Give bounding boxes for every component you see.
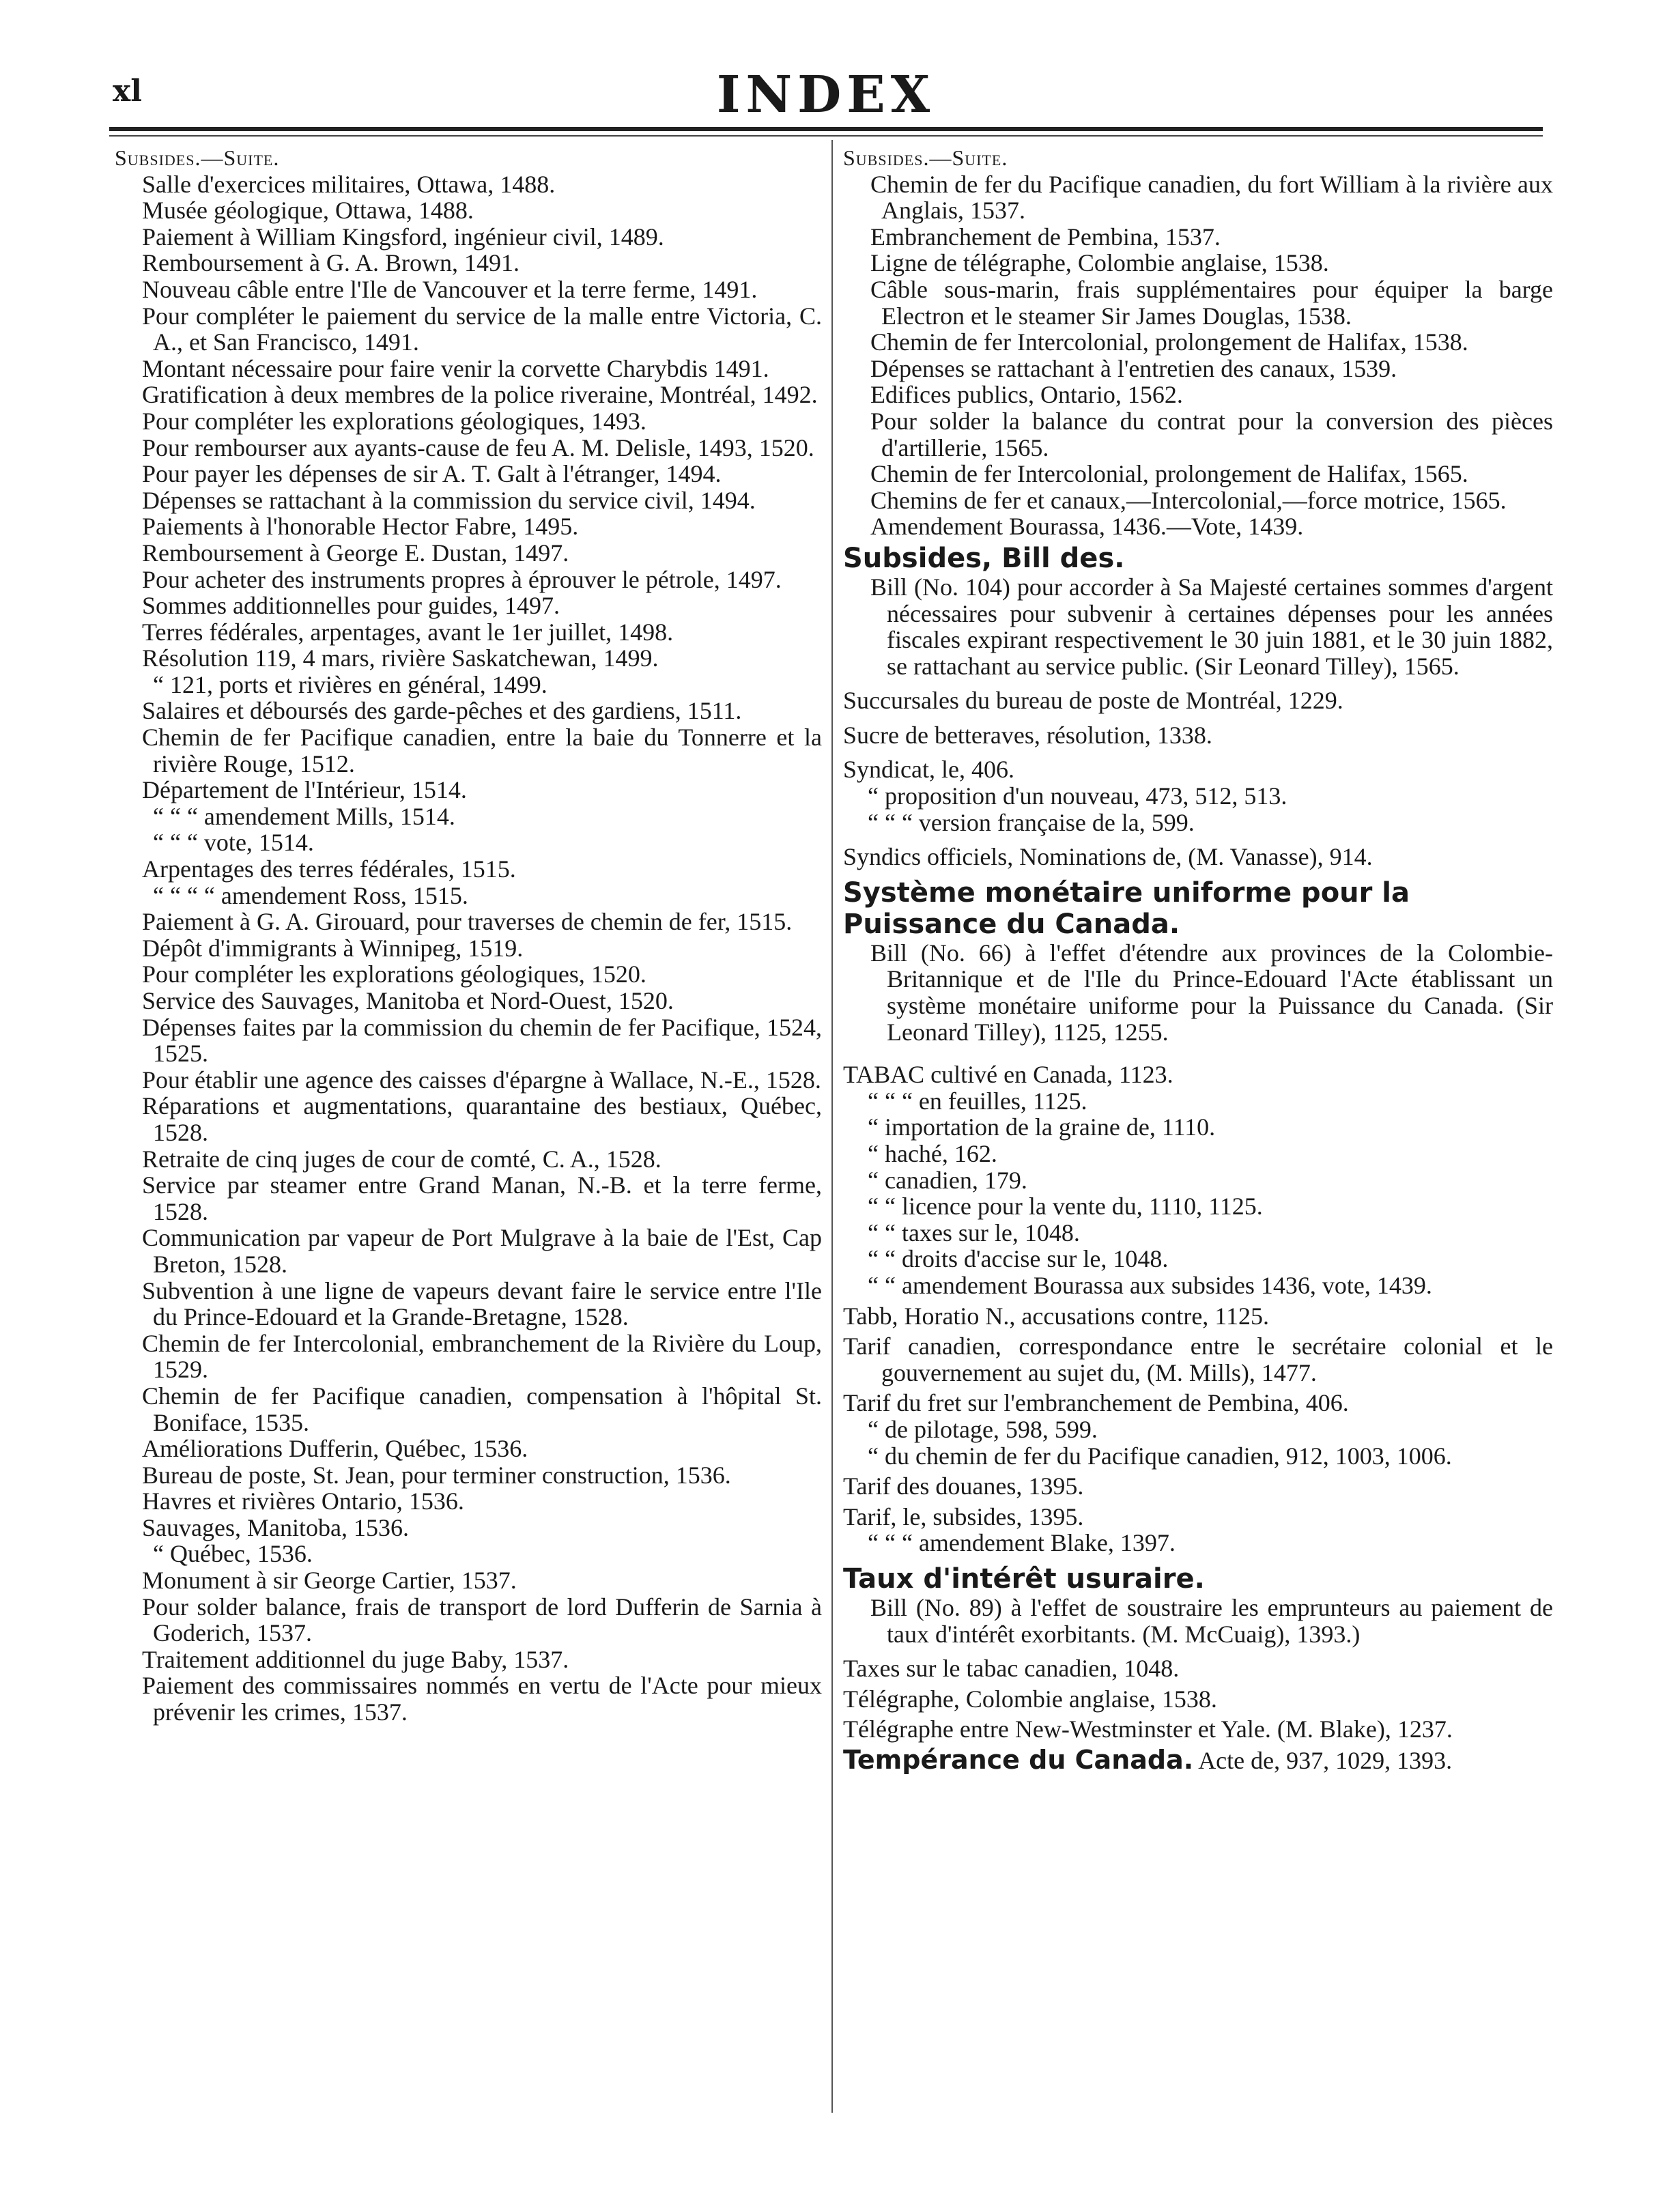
index-entry: Réparations et augmentations, quarantaine des bestiaux, Québec, 1528. bbox=[142, 1092, 822, 1146]
index-entry: Chemins de fer et canaux,—Intercolonial,—force motrice, 1565. bbox=[870, 486, 1507, 514]
index-entry: Service des Sauvages, Manitoba et Nord-Ouest, 1520. bbox=[142, 987, 674, 1014]
index-entry: “ proposition d'un nouveau, 473, 512, 513. bbox=[868, 782, 1287, 810]
index-entry: Monument à sir George Cartier, 1537. bbox=[142, 1567, 517, 1595]
index-entry: Salaires et déboursés des garde-pêches et des gardiens, 1511. bbox=[142, 697, 742, 725]
index-entry: Chemin de fer Pacifique canadien, entre la baie du Tonnerre et la rivière Rouge, 1512. bbox=[142, 724, 822, 778]
bill-entry: Bill (No. 89) à l'effet de soustraire les emprunteurs au paiement de taux d'intérêt exorbitants. (M. McCuaig), 1393.) bbox=[870, 1593, 1553, 1648]
index-entry: “ “ taxes sur le, 1048. bbox=[868, 1218, 1080, 1246]
index-entry: “ “ “ vote, 1514. bbox=[153, 829, 314, 857]
index-entry: “ “ “ version française de la, 599. bbox=[868, 808, 1195, 836]
index-entry: Chemin de fer Intercolonial, prolongement de Halifax, 1538. bbox=[870, 328, 1468, 356]
index-entry: Sauvages, Manitoba, 1536. bbox=[142, 1513, 409, 1541]
index-entry: Améliorations Dufferin, Québec, 1536. bbox=[142, 1435, 528, 1463]
index-entry: Pour acheter des instruments propres à éprouver le pétrole, 1497. bbox=[142, 565, 782, 593]
index-entry: “ de pilotage, 598, 599. bbox=[868, 1415, 1098, 1443]
bill-entry: Bill (No. 104) pour accorder à Sa Majesté certaines sommes d'argent nécessaires pour subvenir à certaines dépenses pour les années fiscales expirant respectivement le 30 juin 1881, et le 30 juin 1882, se rattachant au service public. (Sir Leonard Tilley), 1565. bbox=[870, 573, 1553, 680]
page-number: xl bbox=[113, 74, 142, 109]
index-entry: Communication par vapeur de Port Mulgrave à la baie de l'Est, Cap Breton, 1528. bbox=[142, 1224, 822, 1278]
bill-entry: Bill (No. 66) à l'effet d'étendre aux provinces de la Colombie-Britannique et de l'Ile du Prince-Edouard l'Acte établissant un système monétaire uniforme pour la Puissance du Canada. (Sir Leonard Tilley), 1125, 1255. bbox=[870, 939, 1553, 1046]
index-entry: Tarif des douanes, 1395. bbox=[843, 1472, 1084, 1500]
index-entry: Chemin de fer Intercolonial, embranchement de la Rivière du Loup, 1529. bbox=[142, 1329, 822, 1384]
index-entry: “ “ “ en feuilles, 1125. bbox=[868, 1087, 1087, 1115]
headword: Système monétaire uniforme pour la Puissance du Canada. bbox=[843, 876, 1410, 940]
index-entry: Dépenses faites par la commission du chemin de fer Pacifique, 1524, 1525. bbox=[142, 1013, 822, 1068]
index-entry: “ importation de la graine de, 1110. bbox=[868, 1113, 1216, 1141]
index-entry: Remboursement à George E. Dustan, 1497. bbox=[142, 539, 569, 567]
temperance-entry bbox=[843, 1744, 1553, 1775]
index-entry: Montant nécessaire pour faire venir la corvette Charybdis 1491. bbox=[142, 354, 769, 382]
index-entry: Remboursement à G. A. Brown, 1491. bbox=[142, 249, 519, 277]
right-column bbox=[843, 145, 1553, 1773]
header-rule bbox=[109, 127, 1543, 131]
section-heading: Subsides.—Suite. bbox=[115, 145, 280, 170]
index-entry: Dépenses se rattachant à la commission du service civil, 1494. bbox=[142, 486, 756, 514]
index-entry: Ligne de télégraphe, Colombie anglaise, 1538. bbox=[870, 249, 1329, 277]
index-entry: “ “ amendement Bourassa aux subsides 1436, vote, 1439. bbox=[868, 1271, 1432, 1299]
index-entry: Havres et rivières Ontario, 1536. bbox=[142, 1487, 464, 1515]
index-entry: Service par steamer entre Grand Manan, N.-B. et la terre ferme, 1528. bbox=[142, 1171, 822, 1225]
index-entry: Paiement des commissaires nommés en vertu de l'Acte pour mieux prévenir les crimes, 1537. bbox=[142, 1672, 822, 1726]
index-entry: “ haché, 162. bbox=[868, 1140, 997, 1167]
index-entry: Gratification à deux membres de la police riveraine, Montréal, 1492. bbox=[142, 381, 818, 409]
index-entry: Amendement Bourassa, 1436.—Vote, 1439. bbox=[870, 513, 1304, 541]
index-entry: “ “ “ “ amendement Ross, 1515. bbox=[153, 881, 468, 909]
index-entry: Paiement à William Kingsford, ingénieur civil, 1489. bbox=[142, 223, 664, 251]
index-entry: Paiement à G. A. Girouard, pour traverses de chemin de fer, 1515. bbox=[142, 908, 793, 936]
index-entry: Pour rembourser aux ayants-cause de feu A. M. Delisle, 1493, 1520. bbox=[142, 433, 814, 461]
right-subsides-list bbox=[843, 171, 1553, 540]
left-column bbox=[115, 145, 822, 1726]
index-entry: Dépenses se rattachant à l'entretien des canaux, 1539. bbox=[870, 354, 1397, 382]
index-entry: Chemin de fer du Pacifique canadien, du fort William à la rivière aux Anglais, 1537. bbox=[870, 170, 1553, 225]
index-entry: Tarif, le, subsides, 1395. bbox=[843, 1502, 1084, 1530]
index-entry: Pour solder la balance du contrat pour la conversion des pièces d'artillerie, 1565. bbox=[870, 407, 1553, 461]
index-entry: Pour compléter les explorations géologiques, 1493. bbox=[142, 407, 646, 435]
index-entry: TABAC cultivé en Canada, 1123. bbox=[843, 1061, 1173, 1089]
index-entry: Câble sous-marin, frais supplémentaires pour équiper la barge Electron et le steamer Sir James Douglas, 1538. bbox=[870, 275, 1553, 330]
index-entry: “ canadien, 179. bbox=[868, 1166, 1027, 1194]
index-entry: Sucre de betteraves, résolution, 1338. bbox=[843, 721, 1212, 749]
index-entry: Résolution 119, 4 mars, rivière Saskatchewan, 1499. bbox=[142, 644, 659, 672]
index-entry: “ “ licence pour la vente du, 1110, 1125. bbox=[868, 1193, 1263, 1221]
index-entry: Chemin de fer Pacifique canadien, compensation à l'hôpital St. Boniface, 1535. bbox=[142, 1382, 822, 1436]
index-entry: Nouveau câble entre l'Ile de Vancouver et la terre ferme, 1491. bbox=[142, 275, 758, 303]
index-entry: Succursales du bureau de poste de Montréal, 1229. bbox=[843, 687, 1343, 715]
index-entry: Département de l'Intérieur, 1514. bbox=[142, 776, 467, 804]
index-entry: Tarif du fret sur l'embranchement de Pembina, 406. bbox=[843, 1389, 1349, 1417]
index-entry: Arpentages des terres fédérales, 1515. bbox=[142, 855, 516, 883]
page-title: INDEX bbox=[716, 66, 936, 124]
index-entry: Salle d'exercices militaires, Ottawa, 1488. bbox=[142, 170, 556, 198]
left-entry-list bbox=[115, 171, 822, 1726]
index-entry: Retraite de cinq juges de cour de comté, C. A., 1528. bbox=[142, 1145, 661, 1173]
index-entry: Musée géologique, Ottawa, 1488. bbox=[142, 197, 474, 225]
column-divider bbox=[831, 140, 833, 2113]
index-entry: “ 121, ports et rivières en général, 1499. bbox=[153, 670, 547, 698]
index-entry: Embranchement de Pembina, 1537. bbox=[870, 223, 1221, 251]
index-entry: Bureau de poste, St. Jean, pour terminer construction, 1536. bbox=[142, 1461, 731, 1489]
headword: Taux d'intérêt usuraire. bbox=[843, 1563, 1205, 1595]
index-entry: “ “ droits d'accise sur le, 1048. bbox=[868, 1245, 1169, 1273]
index-entry: Tabb, Horatio N., accusations contre, 1125. bbox=[843, 1302, 1269, 1330]
index-entry: Pour compléter le paiement du service de la malle entre Victoria, C. A., et San Francisco, 1491. bbox=[142, 302, 822, 356]
index-entry: Chemin de fer Intercolonial, prolongement de Halifax, 1565. bbox=[870, 460, 1468, 488]
headword: Subsides, Bill des. bbox=[843, 542, 1125, 574]
index-entry: “ “ “ amendement Blake, 1397. bbox=[868, 1529, 1176, 1557]
index-entry: “ du chemin de fer du Pacifique canadien, 912, 1003, 1006. bbox=[868, 1442, 1452, 1470]
index-entry: Taxes sur le tabac canadien, 1048. bbox=[843, 1655, 1180, 1683]
index-entry: Sommes additionnelles pour guides, 1497. bbox=[142, 592, 560, 620]
index-entry: Pour payer les dépenses de sir A. T. Galt à l'étranger, 1494. bbox=[142, 460, 722, 488]
section-heading: Subsides.—Suite. bbox=[843, 145, 1008, 170]
header-rule-thin bbox=[109, 135, 1543, 137]
entry-text: Acte de, 937, 1029, 1393. bbox=[1198, 1746, 1453, 1774]
index-entry: “ Québec, 1536. bbox=[153, 1540, 313, 1568]
index-entry: Paiements à l'honorable Hector Fabre, 1495. bbox=[142, 513, 579, 541]
index-entry: Terres fédérales, arpentages, avant le 1er juillet, 1498. bbox=[142, 618, 674, 646]
index-entry: Dépôt d'immigrants à Winnipeg, 1519. bbox=[142, 934, 524, 962]
index-entry: Télégraphe, Colombie anglaise, 1538. bbox=[843, 1685, 1217, 1713]
index-entry: Traitement additionnel du juge Baby, 1537. bbox=[142, 1645, 569, 1673]
index-entry: Pour établir une agence des caisses d'épargne à Wallace, N.-E., 1528. bbox=[142, 1066, 821, 1094]
headword: Tempérance du Canada. bbox=[843, 1744, 1194, 1775]
index-entry: Subvention à une ligne de vapeurs devant faire le service entre l'Ile du Prince-Edouard et la Grande-Bretagne, 1528. bbox=[142, 1277, 822, 1331]
index-entry: Pour solder balance, frais de transport de lord Dufferin de Sarnia à Goderich, 1537. bbox=[142, 1593, 822, 1647]
index-entry: Edifices publics, Ontario, 1562. bbox=[870, 381, 1183, 409]
index-entry: Tarif canadien, correspondance entre le secrétaire colonial et le gouvernement au sujet du, (M. Mills), 1477. bbox=[843, 1332, 1553, 1386]
index-entry: Télégraphe entre New-Westminster et Yale. (M. Blake), 1237. bbox=[843, 1715, 1453, 1743]
index-entry: Pour compléter les explorations géologiques, 1520. bbox=[142, 960, 646, 988]
index-entry: Syndicat, le, 406. bbox=[843, 756, 1014, 784]
index-entry: Syndics officiels, Nominations de, (M. Vanasse), 914. bbox=[843, 843, 1373, 871]
index-entry: “ “ “ amendement Mills, 1514. bbox=[153, 802, 455, 830]
